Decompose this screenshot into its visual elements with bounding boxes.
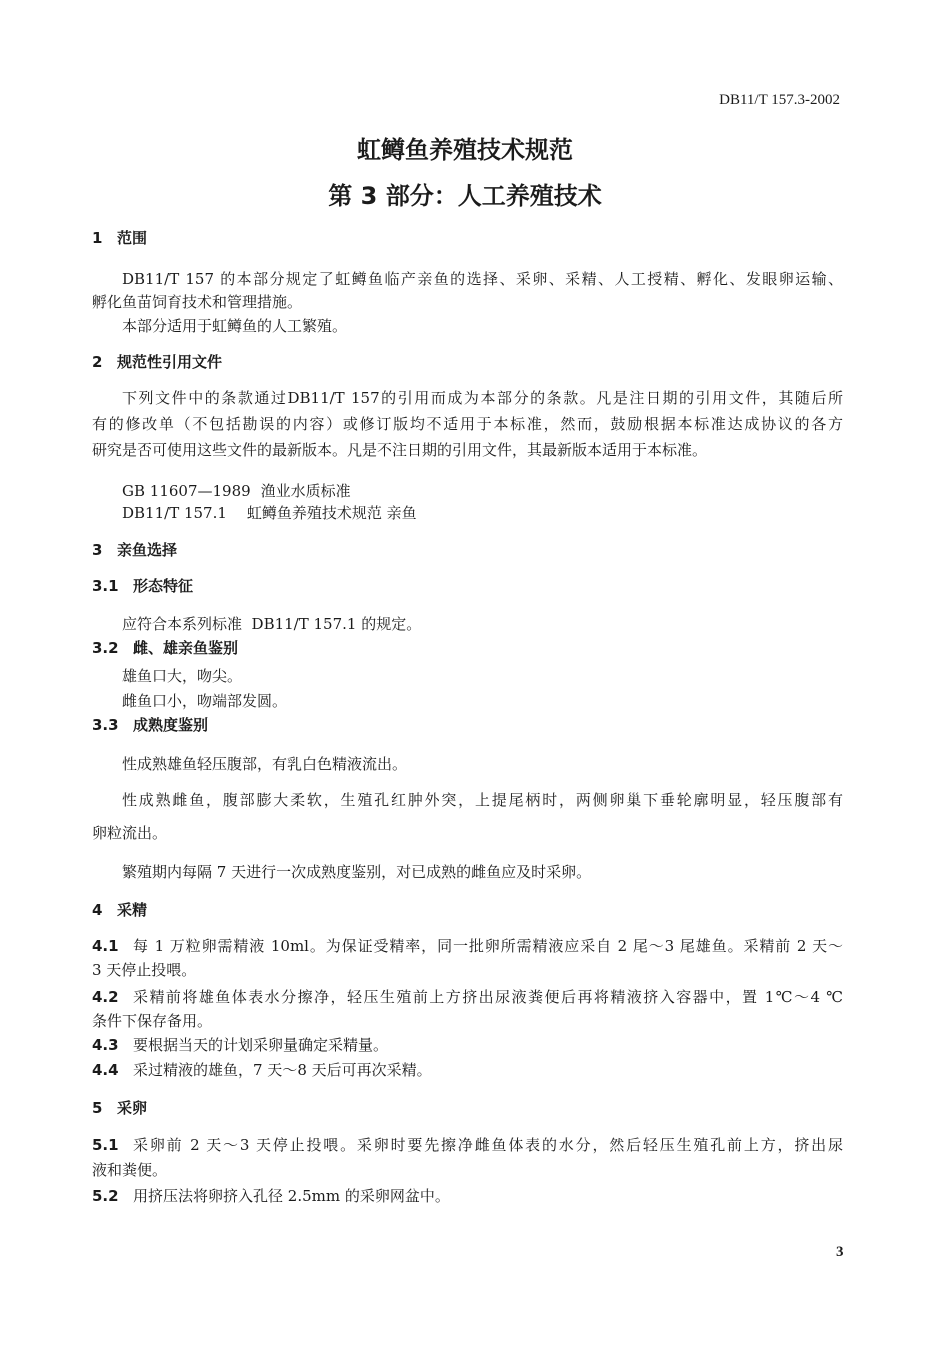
section-2-paragraph-line: 下列文件中的条款通过DB11/T 157的引用而成为本部分的条款。凡是注日期的引用文件，其随后所 [122, 389, 843, 407]
subsection-number: 3.3 [92, 716, 119, 734]
subsection-number: 3.1 [92, 577, 119, 595]
clause-text: 采卵前 2 天～3 天停止投喂。采卵时要先擦净雌鱼体表的水分，然后轻压生殖孔前上方，挤出尿 [133, 1136, 843, 1154]
clause-4-1-continuation: 3 天停止投喂。 [92, 961, 197, 979]
reference-code: GB 11607—1989 [122, 482, 251, 500]
clause-number: 4.3 [92, 1036, 119, 1054]
subsection-3-3-line: 性成熟雌鱼，腹部膨大柔软，生殖孔红肿外突，上提尾柄时，两侧卵巢下垂轮廓明显，轻压腹部有 [122, 791, 843, 809]
reference-code: DB11/T 157.1 [122, 504, 227, 522]
document-title: 虹鳟鱼养殖技术规范 [357, 136, 573, 164]
section-2-paragraph-line: 研究是否可使用这些文件的最新版本。凡是不注日期的引用文件，其最新版本适用于本标准。 [92, 441, 708, 459]
subsection-3-1-text: 应符合本系列标准 DB11/T 157.1 的规定。 [122, 615, 422, 633]
clause-number: 4.4 [92, 1061, 119, 1079]
section-number: 2 [92, 353, 103, 371]
clause-4-4 [92, 1061, 432, 1079]
subsection-3-3-heading [92, 716, 208, 734]
clause-4-2-continuation: 条件下保存备用。 [92, 1012, 213, 1030]
clause-4-1 [92, 937, 843, 955]
subsection-3-3-line: 卵粒流出。 [92, 824, 168, 842]
clause-5-2 [92, 1187, 450, 1205]
clause-text: 每 1 万粒卵需精液 10ml。为保证受精率，同一批卵所需精液应采自 2 尾～3 尾雄鱼。采精前 2 天～ [133, 937, 843, 955]
document-subtitle: 第 3 部分：人工养殖技术 [328, 182, 602, 210]
reference-item [122, 482, 351, 500]
section-title: 规范性引用文件 [117, 353, 223, 371]
reference-title: 渔业水质标准 [260, 482, 351, 500]
section-number: 5 [92, 1099, 103, 1117]
section-1-heading [92, 229, 147, 247]
section-2-paragraph-line: 有的修改单（不包括勘误的内容）或修订版均不适用于本标准，然而，鼓励根据本标准达成协议的各方 [92, 415, 843, 433]
subsection-3-1-heading [92, 577, 193, 595]
clause-4-2 [92, 988, 843, 1006]
section-4-heading [92, 901, 147, 919]
clause-text: 要根据当天的计划采卵量确定采精量。 [133, 1036, 389, 1054]
page-number: 3 [836, 1244, 844, 1260]
clause-text: 用挤压法将卵挤入孔径 2.5mm 的采卵网盆中。 [133, 1187, 450, 1205]
section-number: 3 [92, 541, 103, 559]
section-title: 采卵 [117, 1099, 148, 1117]
subsection-title: 形态特征 [133, 577, 194, 595]
subsection-title: 雌、雄亲鱼鉴别 [133, 639, 239, 657]
section-1-paragraph-line: 本部分适用于虹鳟鱼的人工繁殖。 [122, 317, 348, 335]
section-title: 范围 [117, 229, 148, 247]
reference-title: 虹鳟鱼养殖技术规范 亲鱼 [246, 504, 417, 522]
section-title: 亲鱼选择 [117, 541, 178, 559]
subsection-3-2-line: 雄鱼口大，吻尖。 [122, 667, 243, 685]
section-1-paragraph-line: DB11/T 157 的本部分规定了虹鳟鱼临产亲鱼的选择、采卵、采精、人工授精、孵化、发眼卵运输、 [122, 270, 843, 288]
section-5-heading [92, 1099, 147, 1117]
clause-text: 采精前将雄鱼体表水分擦净，轻压生殖前上方挤出尿液粪便后再将精液挤入容器中，置 1℃～4 ℃ [133, 988, 843, 1006]
clause-number: 4.2 [92, 988, 119, 1006]
subsection-3-3-line: 性成熟雄鱼轻压腹部，有乳白色精液流出。 [122, 755, 408, 773]
section-title: 采精 [117, 901, 148, 919]
section-number: 4 [92, 901, 103, 919]
clause-number: 5.1 [92, 1136, 119, 1154]
subsection-title: 成熟度鉴别 [133, 716, 209, 734]
subsection-3-2-line: 雌鱼口小，吻端部发圆。 [122, 692, 288, 710]
section-number: 1 [92, 229, 103, 247]
section-3-heading [92, 541, 177, 559]
clause-4-3 [92, 1036, 388, 1054]
section-2-heading [92, 353, 222, 371]
clause-number: 5.2 [92, 1187, 119, 1205]
section-1-paragraph-line: 孵化鱼苗饲育技术和管理措施。 [92, 293, 303, 311]
subsection-3-2-heading [92, 639, 238, 657]
document-code: DB11/T 157.3-2002 [719, 92, 840, 108]
clause-5-1-continuation: 液和粪便。 [92, 1161, 168, 1179]
clause-number: 4.1 [92, 937, 119, 955]
clause-5-1 [92, 1136, 843, 1154]
clause-text: 采过精液的雄鱼，7 天～8 天后可再次采精。 [133, 1061, 432, 1079]
reference-item [122, 504, 417, 522]
subsection-3-3-line: 繁殖期内每隔 7 天进行一次成熟度鉴别，对已成熟的雌鱼应及时采卵。 [122, 863, 592, 881]
subsection-number: 3.2 [92, 639, 119, 657]
